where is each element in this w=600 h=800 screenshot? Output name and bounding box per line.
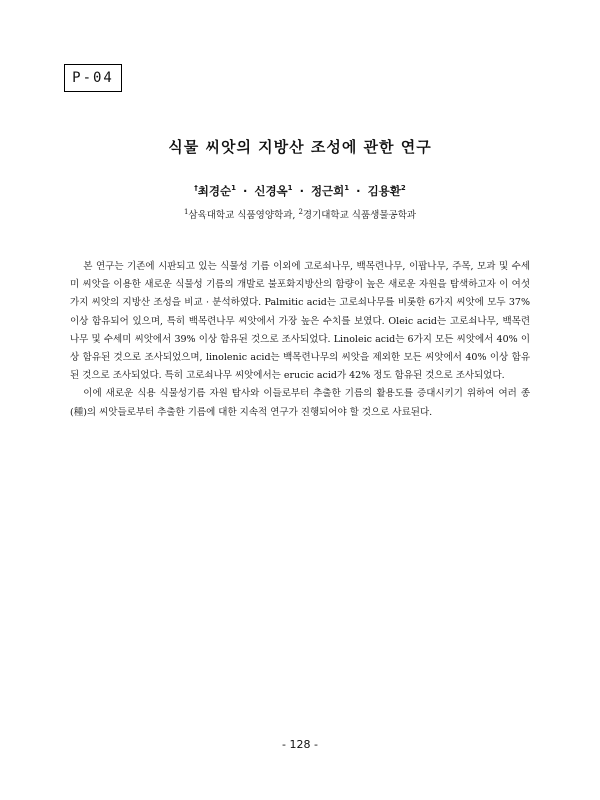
affiliation-number: 2 [298,207,303,216]
abstract-body [70,258,530,422]
author-separator: · [299,184,304,198]
paper-code-box [64,64,122,92]
corresponding-mark: † [194,184,198,193]
author-name: 신경옥 [254,184,288,198]
affiliation-2 [298,207,417,221]
author-1 [194,184,236,198]
author-affiliation-mark: 1 [344,184,350,193]
author-separator: · [356,184,361,198]
author-separator: · [242,184,248,198]
author-affiliation-mark: 1 [287,184,293,193]
author-name: 정근희 [310,184,345,198]
author-name: 김용환 [367,184,401,198]
affiliation-number: 1 [183,207,189,216]
affiliation-list [0,207,600,221]
author-affiliation-mark: 2 [400,184,406,193]
abstract-paragraph-2: 이에 새로운 식용 식물성기름 자원 탐사와 이들로부터 추출한 기름의 활용도를 증대시키기 위하여 여러 종(種)의 씨앗들로부터 추출한 기름에 대한 지속적 연구가 진행되어야 할 것으로 사료된다. [70,388,530,418]
author-name: 최경순 [197,184,232,198]
author-affiliation-mark: 1 [231,184,236,193]
affiliation-text: 삼육대학교 식품영양학과, [188,210,296,221]
affiliation-text: 경기대학교 식품생물공학과 [302,210,417,221]
abstract-paragraph-1: 본 연구는 기존에 시판되고 있는 식물성 기름 이외에 고로쇠나무, 백목련나무, 이팝나무, 주목, 모과 및 수세미 씨앗을 이용한 새로운 식물성 기름의 개발로 불포화지방산의 함량이 높은 새로운 자원을 탐색하고자 이 여섯 가지 씨앗의 지방산 조성을 비교 · 분석하였다. Palmitic acid는 고로쇠나무를 비롯한 6가지 씨앗에 모두 37%이상 함유되어 있으며, 특히 백목련나무 씨앗에서 가장 높은 수치를 보였다. Oleic acid는 고로쇠나무, 백목련나무 및 수세미 씨앗에서 39% 이상 함유된 것으로 조사되었다. Linoleic acid는 6가지 모든 씨앗에서 40% 이상 함유된 것으로 조사되었으며, linolenic acid는 백목련나무의 씨앗을 제외한 모든 씨앗에서 40% 이상 함유된 것으로 조사되었다. 특히 고로쇠나무 씨앗에서는 erucic acid가 42% 정도 함유된 것으로 조사되었다. [70,261,530,382]
page-number: - 128 - [282,738,318,751]
author-list [0,183,600,199]
author-3 [311,184,349,198]
author-2 [254,184,292,198]
author-4 [368,184,406,198]
affiliation-1 [183,207,296,221]
paper-code: P-04 [72,70,114,86]
paper-title: 식물 씨앗의 지방산 조성에 관한 연구 [168,138,432,156]
